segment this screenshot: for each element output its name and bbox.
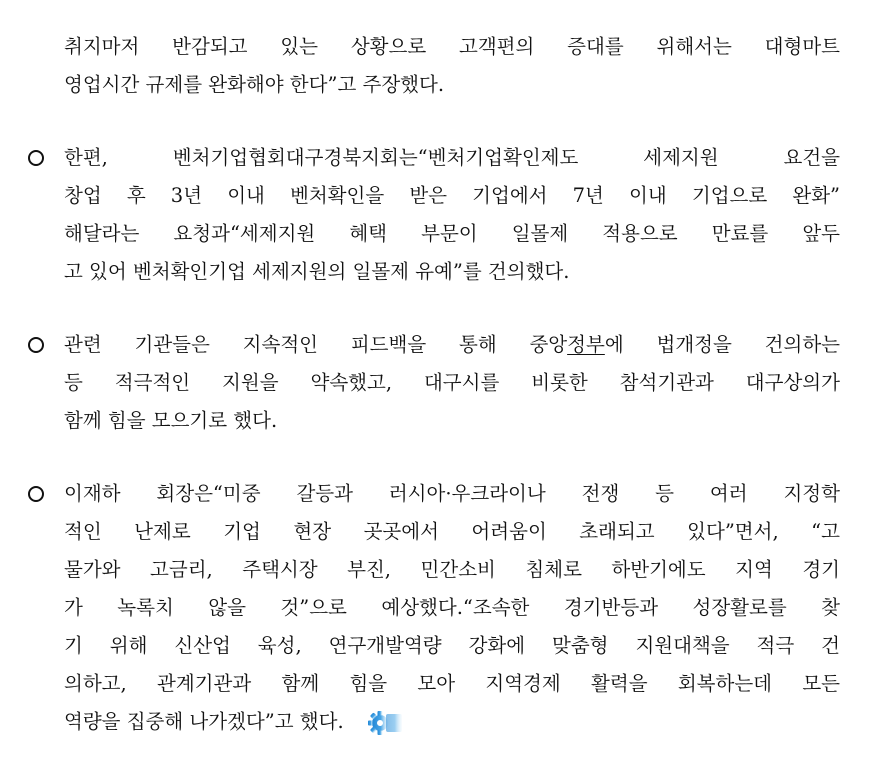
paragraph-line: 가 녹록치 않을 것”으로 예상했다.“조속한 경기반등과 성장활로를 찾 bbox=[64, 596, 840, 619]
paragraph-line: 고 있어 벤처확인기업 세제지원의 일몰제 유예”를 건의했다. bbox=[64, 260, 570, 283]
paragraph-line: 함께 힘을 모으기로 했다. bbox=[64, 409, 278, 432]
text-segment: 에 법개정을 건의하는 bbox=[604, 333, 840, 356]
paragraph-line: 등 적극적인 지원을 약속했고, 대구시를 비롯한 참석기관과 대구상의가 bbox=[64, 371, 840, 394]
text-segment: 관련 기관들은 지속적인 피드백을 통해 중앙 bbox=[64, 333, 568, 356]
paragraph-line: 이재하 회장은“미중 갈등과 러시아·우크라이나 전쟁 등 여러 지정학 bbox=[64, 482, 840, 505]
paragraph-line-final bbox=[64, 703, 840, 740]
hollow-circle-bullet-icon bbox=[28, 337, 44, 353]
hollow-circle-bullet-icon bbox=[28, 486, 44, 502]
text-segment: 역량을 집중해 나가겠다”고 했다. bbox=[64, 710, 344, 733]
paragraph-line: 기 위해 신산업 육성, 연구개발역량 강화에 맞춤형 지원대책을 적극 건 bbox=[64, 634, 840, 657]
paragraph-line: 창업 후 3년 이내 벤처확인을 받은 기업에서 7년 이내 기업으로 완화” bbox=[64, 184, 840, 207]
underlined-word: 정부 bbox=[567, 333, 605, 356]
paragraph-line: 물가와 고금리, 주택시장 부진, 민간소비 침체로 하반기에도 지역 경기 bbox=[64, 558, 840, 581]
paragraph-line: 해달라는 요청과“세제지원 혜택 부문이 일몰제 적용으로 만료를 앞두 bbox=[64, 222, 840, 245]
paragraph-line: 영업시간 규제를 완화해야 한다”고 주장했다. bbox=[64, 73, 445, 96]
paragraph-line: 취지마저 반감되고 있는 상황으로 고객편의 증대를 위해서는 대형마트 bbox=[64, 35, 840, 58]
gear-end-mark-icon bbox=[366, 710, 410, 736]
hollow-circle-bullet-icon bbox=[28, 150, 44, 166]
paragraph-line bbox=[64, 326, 840, 363]
paragraph-line: 의하고, 관계기관과 함께 힘을 모아 지역경제 활력을 회복하는데 모든 bbox=[64, 672, 840, 695]
paragraph-line: 적인 난제로 기업 현장 곳곳에서 어려움이 초래되고 있다”면서, “고 bbox=[64, 520, 840, 543]
paragraph-line: 한편, 벤처기업협회대구경북지회는“벤처기업확인제도 세제지원 요건을 bbox=[64, 146, 840, 169]
